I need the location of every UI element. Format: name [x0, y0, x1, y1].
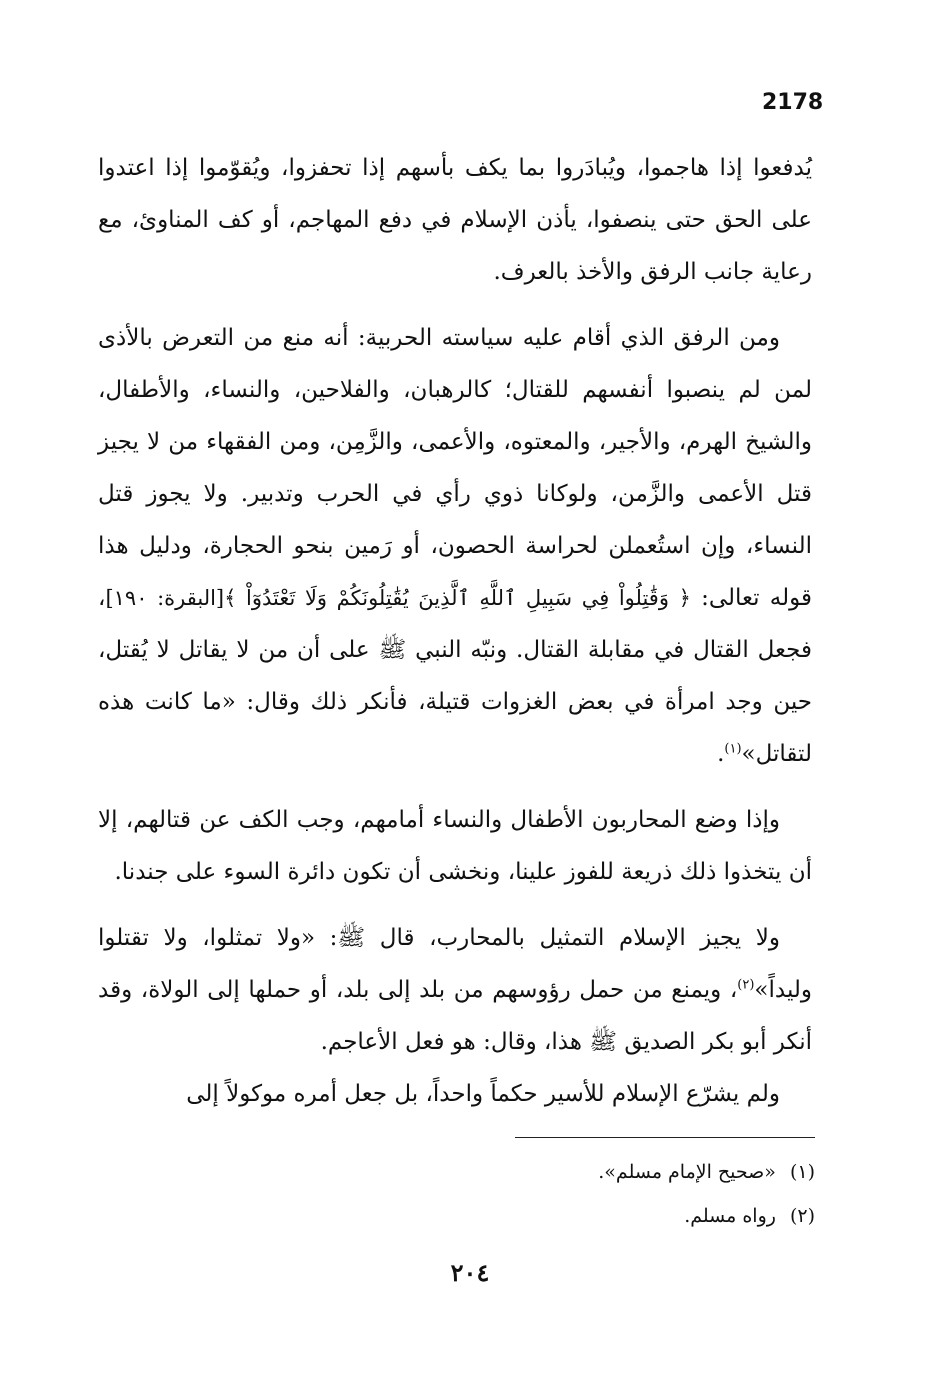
folio-number: 2178 [762, 90, 824, 115]
paragraph-2-text-b: ، فجعل القتال في مقابلة القتال. ونبّه النبي ﷺ على أن من لا يقاتل لا يُقتل، حين وجد امرأة في بعض الغزوات قتيلة، فأنكر ذلك وقال: «ما كانت هذه لتقاتل» [98, 585, 812, 767]
paragraph-3: وإذا وضع المحاربون الأطفال والنساء أمامهم، وجب الكف عن قتالهم، إلا أن يتخذوا ذلك ذريعة للفوز علينا، ونخشى أن تكون دائرة السوء على جندنا. [98, 807, 812, 885]
verse-citation: [البقرة: ١٩٠] [105, 586, 225, 610]
footnote-1 [300, 1150, 815, 1194]
footnote-text: «صحيح الإمام مسلم». [598, 1161, 776, 1183]
footnote-2 [300, 1194, 815, 1238]
paragraph-4-text-a: ولا يجيز الإسلام التمثيل بالمحارب، قال ﷺ: «ولا تمثلوا، ولا تقتلوا وليداً» [98, 925, 812, 1003]
paragraph-4-text-b: ، ويمنع من حمل رؤوسهم من بلد إلى بلد، أو حملها إلى الولاة، وقد أنكر أبو بكر الصديق ﷺ هذا، وقال: هو فعل الأعاجم. [98, 977, 812, 1055]
paragraph-2-text-a: ومن الرفق الذي أقام عليه سياسته الحربية: أنه منع من التعرض بالأذى لمن لم ينصبوا أنفسهم للقتال؛ كالرهبان، والفلاحين، والنساء، والأطفال، والشيخ الهرم، والأجير، والمعتوه، والأعمى، والزَّمِن، ومن الفقهاء من لا يجيز قتل الأعمى والزَّمن، ولوكانا ذوي رأي في الحرب وتدبير. ولا يجوز قتل النساء، وإن استُعملن لحراسة الحصون، أو رَمين بنحو الحجارة، ودليل هذا قوله تعالى: [98, 325, 812, 611]
paragraph-2-end: . [717, 741, 725, 767]
footnote-ref-1[interactable]: (١) [724, 741, 742, 757]
paragraph-1: يُدفعوا إذا هاجموا، ويُبادَروا بما يكف بأسهم إذا تحفزوا، ويُقوّموا إذا اعتدوا على الحق حتى ينصفوا، يأذن الإسلام في دفع المهاجم، أو كف المناوئ، مع رعاية جانب الرفق والأخذ بالعرف. [98, 155, 812, 285]
paragraph-4 [98, 912, 812, 1068]
paragraph-2 [98, 312, 812, 780]
page-number: ٢٠٤ [450, 1258, 490, 1287]
main-text [98, 142, 812, 1120]
footnote-text: رواه مسلم. [684, 1205, 776, 1227]
footnote-number: (٢) [789, 1205, 815, 1227]
paragraph-5: ولم يشرّع الإسلام للأسير حكماً واحداً، بل جعل أمره موكولاً إلى [186, 1081, 780, 1107]
footnote-ref-2[interactable]: (٢) [737, 977, 755, 993]
footnotes [300, 1150, 815, 1238]
footnote-separator [515, 1137, 815, 1138]
footnote-number: (١) [789, 1161, 815, 1183]
quran-verse: ﴿ وَقَٰتِلُواْ فِي سَبِيلِ ٱللَّهِ ٱلَّذِينَ يُقَٰتِلُونَكُمْ وَلَا تَعْتَدُوٓاْ ﴾ [224, 586, 691, 610]
